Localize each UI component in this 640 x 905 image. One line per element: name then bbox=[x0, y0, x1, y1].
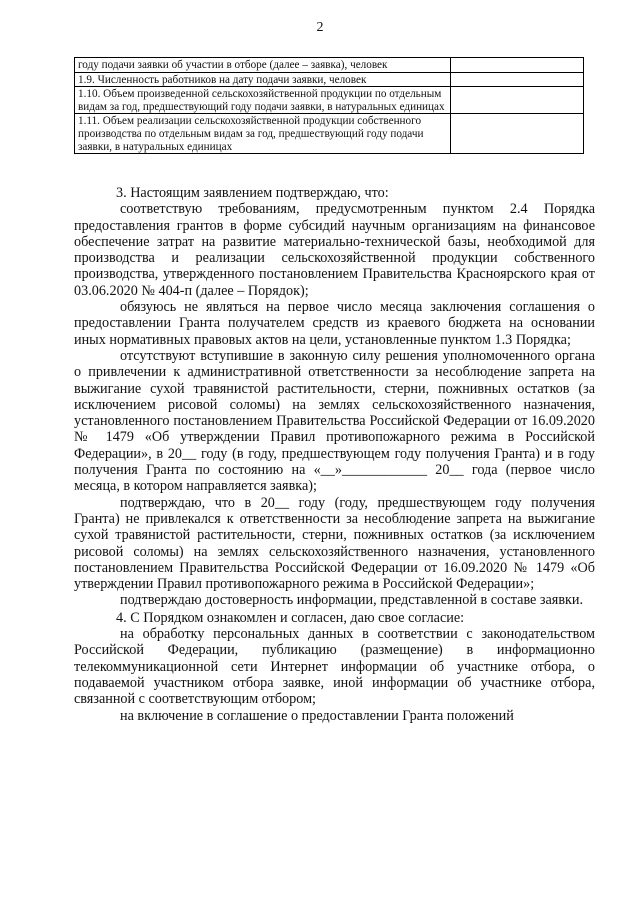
table-cell-value bbox=[450, 87, 583, 114]
applicant-info-table bbox=[74, 57, 584, 154]
table-row bbox=[75, 87, 584, 114]
table-row bbox=[75, 58, 584, 73]
table-cell-label: году подачи заявки об участии в отборе (далее – заявка), человек bbox=[75, 58, 451, 73]
table-cell-value bbox=[450, 114, 583, 154]
paragraph-agreement-consent: на включение в соглашение о предоставлении Гранта положений bbox=[120, 707, 514, 724]
table-cell-label: 1.10. Объем произведенной сельскохозяйственной продукции по отдельным видам за год, предшествующий году подачи заявки, в натуральных единицах bbox=[75, 87, 451, 114]
section-4-heading: 4. С Порядком ознакомлен и согласен, даю свое согласие: bbox=[116, 609, 465, 626]
table-row bbox=[75, 114, 584, 154]
paragraph-personal-data-consent: на обработку персональных данных в соответствии с законодательством Российской Федерации, публикацию (размещение) в информационно телекоммуникационной сети Интернет информации об участнике отбора, о подаваемой участником отбора заявке, иной информации об участнике отбора, связанной с соответствующим отбором; bbox=[74, 626, 595, 708]
table-cell-label: 1.9. Численность работников на дату подачи заявки, человек bbox=[75, 72, 451, 87]
paragraph-no-penalties: отсутствуют вступившие в законную силу решения уполномоченного органа о привлечении к административной ответственности за несоблюдение запрета на выжигание сухой травянистой растительности, стерни, пожнивных остатков (за исключением рисовой соломы) на землях сельскохозяйственного назначения, установленного постановлением Правительства Российской Федерации от 16.09.2020 № 1479 «Об утверждении Правил противопожарного режима в Российской Федерации», в 20__ году (в году, предшествующем году получения Гранта) и в году получения Гранта по состоянию на «__»____________ 20__ года (первое число месяца, в котором направляется заявка); bbox=[74, 347, 595, 495]
page-number: 2 bbox=[316, 20, 324, 35]
paragraph-accuracy: подтверждаю достоверность информации, представленной в составе заявки. bbox=[120, 592, 584, 609]
table-row bbox=[75, 72, 584, 87]
paragraph-budget-obligation: обязуюсь не являться на первое число месяца заключения соглашения о предоставлении Гранта получателем средств из краевого бюджета на основании иных нормативных правовых актов на цели, установленные пунктом 1.3 Порядка; bbox=[74, 299, 595, 348]
section-3-heading: 3. Настоящим заявлением подтверждаю, что: bbox=[116, 185, 389, 201]
document-body bbox=[74, 185, 595, 724]
paragraph-no-liability: подтверждаю, что в 20__ году (году, предшествующем году получения Гранта) не привлекался к ответственности за несоблюдение запрета на выжигание сухой травянистой растительности, стерни, пожнивных остатков (за исключением рисовой соломы) на землях сельскохозяйственного назначения, установленного постановлением Правительства Российской Федерации от 16.09.2020 № 1479 «Об утверждении Правил противопожарного режима в Российской Федерации»; bbox=[74, 494, 595, 593]
table-cell-value bbox=[450, 72, 583, 87]
table-cell-label: 1.11. Объем реализации сельскохозяйственной продукции собственного производства по отдельным видам за год, предшествующий году подачи заявки, в натуральных единицах bbox=[75, 114, 451, 154]
table-cell-value bbox=[450, 58, 583, 73]
paragraph-requirements: соответствую требованиям, предусмотренным пунктом 2.4 Порядка предоставления грантов в форме субсидий научным организациям на финансовое обеспечение затрат на развитие материально-технической базы, необходимой для производства и реализации сельскохозяйственной продукции собственного производства, утвержденного постановлением Правительства Красноярского края от 03.06.2020 № 404-п (далее – Порядок); bbox=[74, 201, 595, 299]
